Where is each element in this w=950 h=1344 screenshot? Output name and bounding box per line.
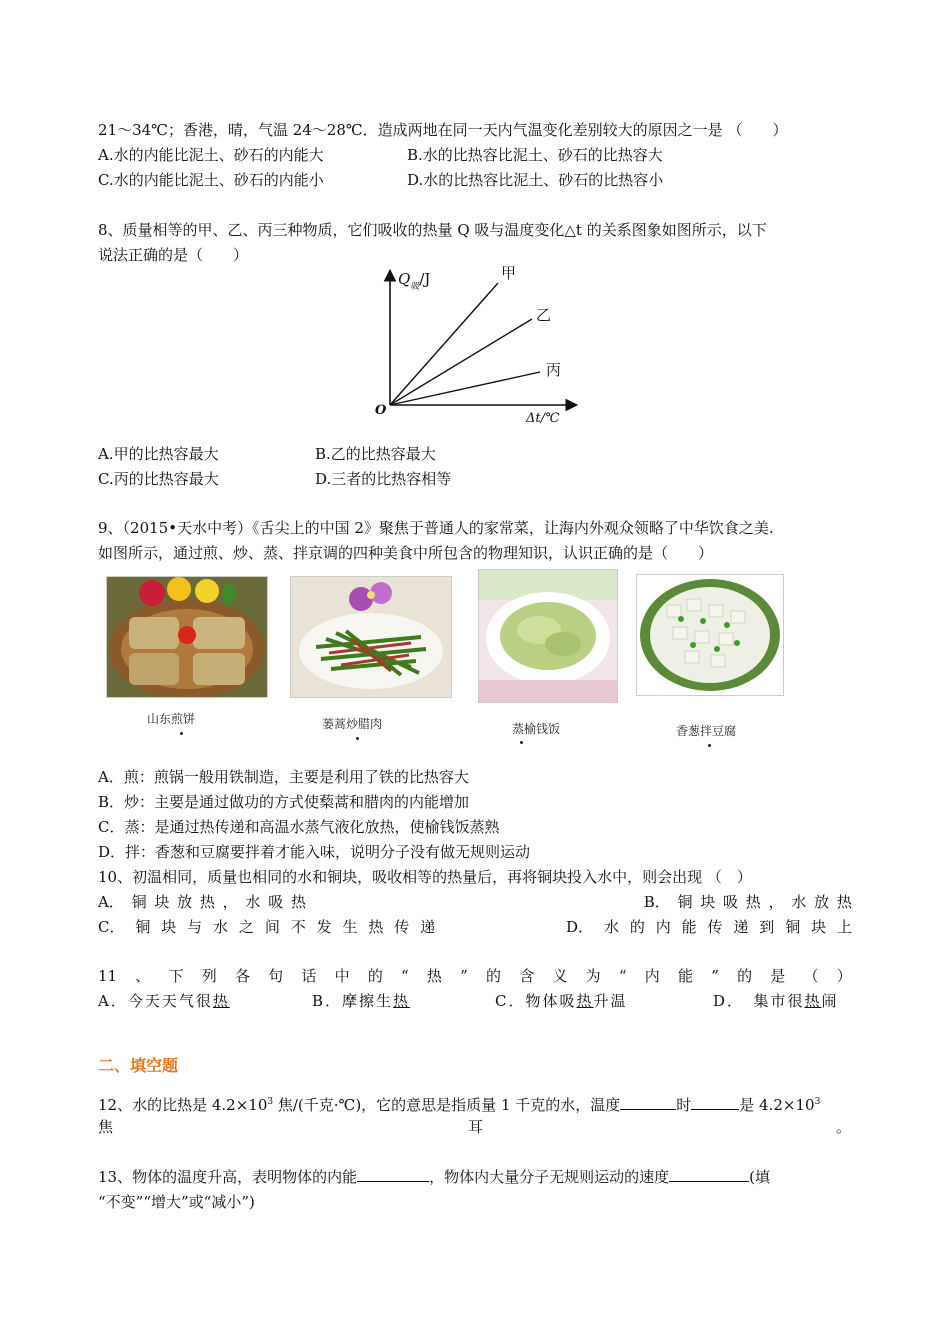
origin-label: O xyxy=(375,403,387,418)
label-jia: 甲 xyxy=(501,264,517,282)
q8-stem-line1: 8、质量相等的甲、乙、丙三种物质，它们吸收的热量 Q 吸与温度变化△t 的关系图象如图所示，以下 xyxy=(98,221,767,239)
q13-blank-1[interactable] xyxy=(357,1167,429,1182)
caption-dot xyxy=(520,741,523,744)
q8-graph xyxy=(370,262,590,432)
q13-line2: “不变”“增大”或“减小”) xyxy=(98,1193,255,1211)
q11-option-a: A．今天天气很热 xyxy=(98,992,230,1010)
q7-stem: 21～34℃；香港，晴，气温 24～28℃．造成两地在同一天内气温变化差别较大的原因之一是 （ ） xyxy=(98,121,788,139)
q10-options-row2: C． 铜 块 与 水 之 间 不 发 生 热 传 递 D． 水 的 内 能 传 递 到 铜 块 上 xyxy=(98,918,852,936)
label-bing: 丙 xyxy=(546,361,562,379)
q11-option-d: D． 集市很热闹 xyxy=(713,992,839,1010)
q8-stem-line2: 说法正确的是（ ） xyxy=(98,246,249,264)
q12-blank-2[interactable] xyxy=(691,1095,739,1110)
caption-pancake: 山东煎饼 xyxy=(147,712,196,726)
q8-option-b: B.乙的比热容最大 xyxy=(315,445,436,463)
q7-option-d: D.水的比热容比泥土、砂石的比热容小 xyxy=(407,171,664,189)
section-heading-fill-in: 二、填空题 xyxy=(98,1056,179,1075)
q9-option-b: B．炒：主要是通过做功的方式使蔾蒿和腊肉的内能增加 xyxy=(98,793,470,811)
q12-line2-b: 耳 xyxy=(468,1118,484,1136)
q8-option-c: C.丙的比热容最大 xyxy=(98,470,219,488)
q12-line2-c: 。 xyxy=(836,1118,852,1136)
q12-blank-1[interactable] xyxy=(620,1095,676,1110)
food-photo-pancake xyxy=(106,576,268,698)
q11-stem: 11 、 下 列 各 句 话 中 的 “ 热 ” 的 含 义 为 “ 内 能 ” 的 是 （ ） xyxy=(98,967,852,985)
q9-stem-line2: 如图所示，通过煎、炒、蒸、拌京调的四种美食中所包含的物理知识，认识正确的是（ ） xyxy=(98,544,714,562)
q13-blank-2[interactable] xyxy=(669,1167,749,1182)
line-bing xyxy=(390,372,540,405)
line-jia xyxy=(390,283,498,405)
line-yi xyxy=(390,319,532,405)
label-yi: 乙 xyxy=(536,306,552,324)
q9-option-a: A．煎：煎锅一般用铁制造，主要是利用了铁的比热容大 xyxy=(98,768,469,786)
caption-dot xyxy=(180,732,183,735)
caption-dot xyxy=(708,744,711,747)
q12-line2-a: 焦 xyxy=(98,1118,114,1136)
q11-option-b: B．摩擦生热 xyxy=(312,992,411,1010)
q8-option-a: A.甲的比热容最大 xyxy=(98,445,219,463)
q10-options-row1: A． 铜 块 放 热 ， 水 吸 热 B． 铜 块 吸 热 ， 水 放 热 xyxy=(98,893,852,911)
caption-steamed-rice: 蒸榆钱饭 xyxy=(512,722,561,736)
q11-option-c: C．物体吸热升温 xyxy=(495,992,628,1010)
food-photo-steamed-rice xyxy=(478,569,618,703)
y-axis-label: $Q_吸/J$ xyxy=(398,270,431,292)
caption-dot xyxy=(356,737,359,740)
q8-option-d: D.三者的比热容相等 xyxy=(315,470,452,488)
q7-option-c: C.水的内能比泥土、砂石的内能小 xyxy=(98,171,324,189)
q7-option-b: B.水的比热容比泥土、砂石的比热容大 xyxy=(407,146,663,164)
caption-tofu: 香葱拌豆腐 xyxy=(676,724,737,738)
q7-option-a: A.水的内能比泥土、砂石的内能大 xyxy=(98,146,324,164)
food-photo-stirfry xyxy=(290,576,452,698)
q10-stem: 10、初温相同，质量也相同的水和铜块，吸收相等的热量后，再将铜块投入水中，则会出现 （ ） xyxy=(98,868,752,886)
food-photo-tofu xyxy=(636,574,784,696)
x-axis-label: Δt/℃ xyxy=(526,411,560,426)
caption-stirfry: 蒌蒿炒腊肉 xyxy=(322,717,383,731)
q9-option-c: C．蒸：是通过热传递和高温水蒸气液化放热，使榆钱饭蒸熟 xyxy=(98,818,500,836)
q9-option-d: D．拌：香葱和豆腐要拌着才能入味，说明分子没有做无规则运动 xyxy=(98,843,531,861)
q12-line1: 12、水的比热是 $4.2\times 10^3$ 焦/(千克·℃)，它的意思是指质量 1 千克的水，温度 时 是 $4.2\times 10^3$ xyxy=(98,1096,821,1114)
q13-line1: 13、物体的温度升高，表明物体的内能 ，物体内大量分子无规则运动的速度 (填 xyxy=(98,1168,770,1186)
q9-stem-line1: 9、（2015•天水中考）《舌尖上的中国 2》聚焦于普通人的家常菜，让海内外观众领略了中华饮食之美. xyxy=(98,519,774,537)
